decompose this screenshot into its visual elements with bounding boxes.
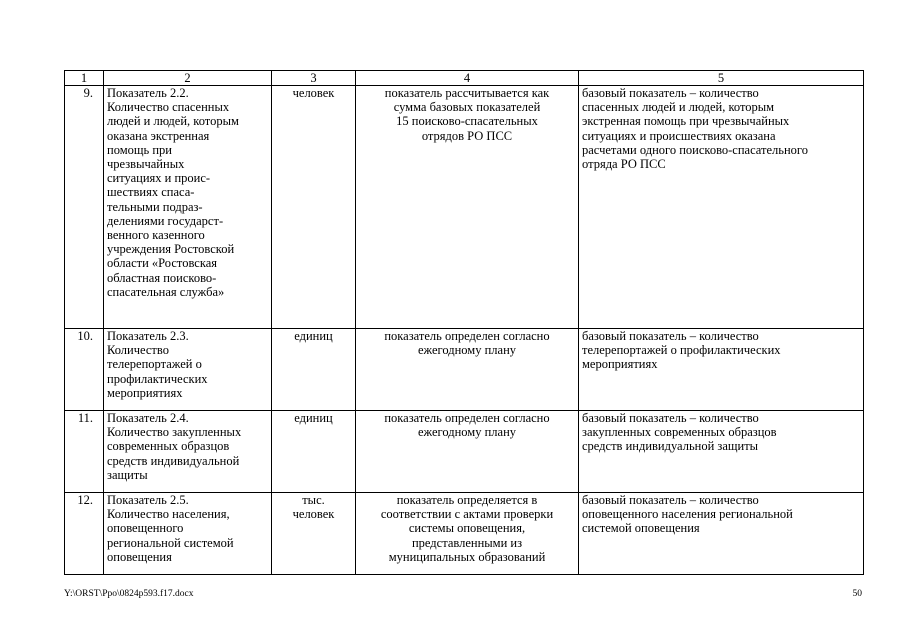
header-cell-3: 3 <box>272 71 356 86</box>
row-number: 11. <box>65 411 104 493</box>
indicator-unit: единиц <box>272 411 356 493</box>
indicator-base: базовый показатель – количество закупленных современных образцов средств индивидуальной защиты <box>579 411 864 493</box>
table-row <box>65 493 864 575</box>
indicator-unit: человек <box>272 86 356 329</box>
indicator-base: базовый показатель – количество оповещенного населения региональной системой оповещения <box>579 493 864 575</box>
header-cell-5: 5 <box>579 71 864 86</box>
indicator-calculation: показатель определен согласно ежегодному плану <box>356 411 579 493</box>
indicators-table <box>64 70 864 575</box>
row-number: 10. <box>65 329 104 411</box>
table-row <box>65 411 864 493</box>
footer-page-number: 50 <box>852 589 862 599</box>
indicator-base: базовый показатель – количество телерепортажей о профилактических мероприятиях <box>579 329 864 411</box>
header-cell-4: 4 <box>356 71 579 86</box>
indicator-calculation: показатель рассчитывается как сумма базовых показателей 15 поисково-спасательных отрядов РО ПСС <box>356 86 579 329</box>
indicator-name: Показатель 2.4. Количество закупленных современных образцов средств индивидуальной защиты <box>104 411 272 493</box>
table-row <box>65 329 864 411</box>
indicator-name: Показатель 2.5. Количество населения, оповещенного региональной системой оповещения <box>104 493 272 575</box>
header-cell-1: 1 <box>65 71 104 86</box>
indicator-unit: единиц <box>272 329 356 411</box>
header-cell-2: 2 <box>104 71 272 86</box>
row-number: 9. <box>65 86 104 329</box>
row-number: 12. <box>65 493 104 575</box>
indicator-name: Показатель 2.3. Количество телерепортажей о профилактических мероприятиях <box>104 329 272 411</box>
indicator-unit: тыс. человек <box>272 493 356 575</box>
table-row <box>65 86 864 329</box>
table-header-row <box>65 71 864 86</box>
indicator-calculation: показатель определен согласно ежегодному плану <box>356 329 579 411</box>
footer-file-path: Y:\ORST\Ppo\0824p593.f17.docx <box>64 589 194 599</box>
indicator-base: базовый показатель – количество спасенных людей и людей, которым экстренная помощь при чрезвычайных ситуациях и происшествиях оказана расчетами одного поисково-спасательного отряда РО ПСС <box>579 86 864 329</box>
indicator-calculation: показатель определяется в соответствии с актами проверки системы оповещения, представленными из муниципальных образований <box>356 493 579 575</box>
indicator-name: Показатель 2.2. Количество спасенных людей и людей, которым оказана экстренная помощь при чрезвычайных ситуациях и проис- шествиях спаса- тельными подраз- делениями государст- венного казенного учреждения Ростовской области «Ростовская областная поисково- спасательная служба» <box>104 86 272 329</box>
